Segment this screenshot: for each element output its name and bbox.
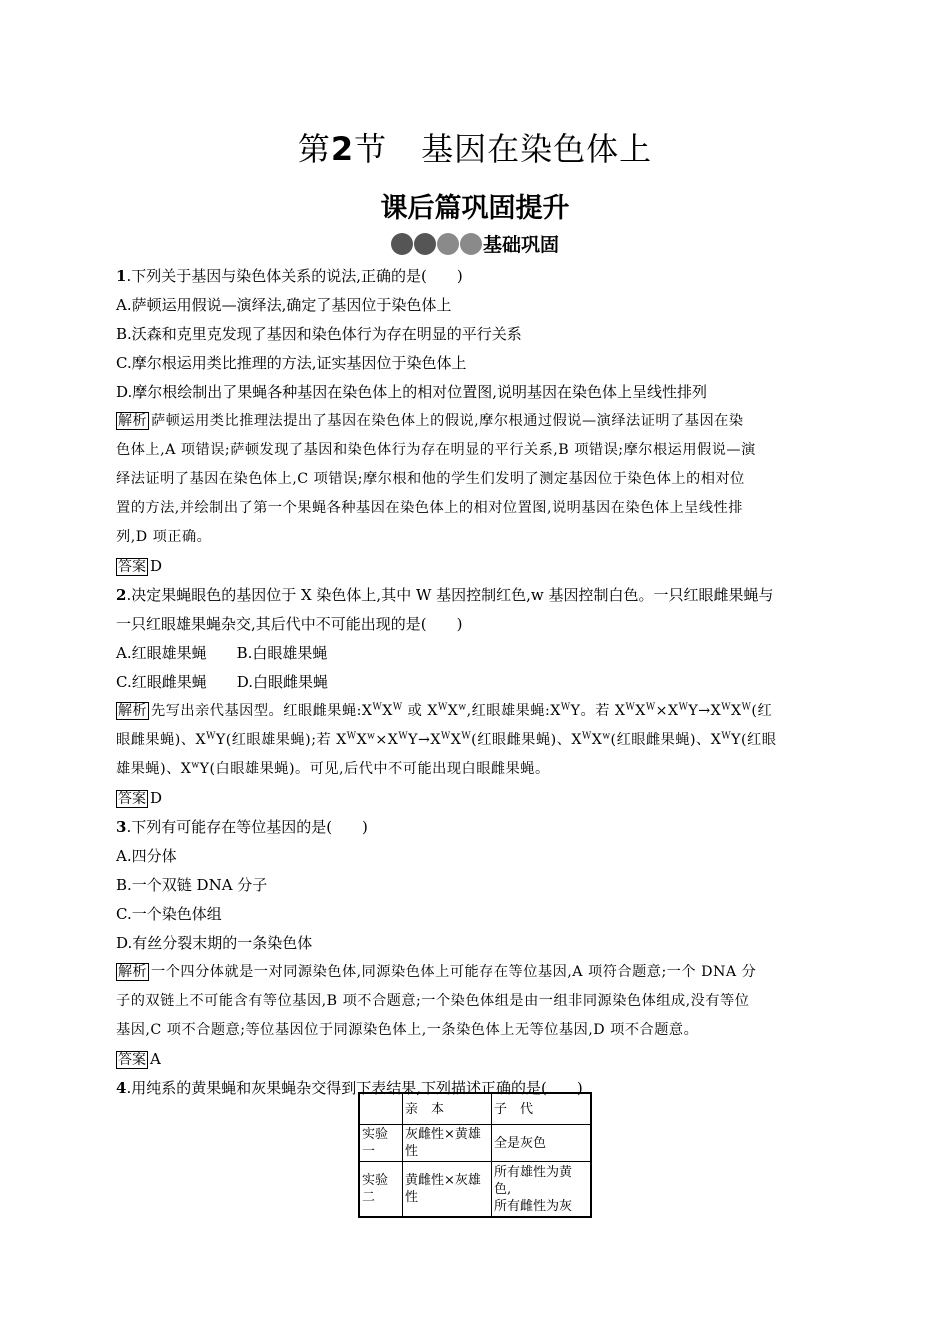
section-heading [0, 230, 950, 257]
table-cell: 灰雌性×黄雄性 [403, 1125, 492, 1162]
table-header-cell [359, 1093, 403, 1125]
text-line: 绎法证明了基因在染色体上,C 项错误;摩尔根和他的学生们发明了测定基因位于染色体上的相对位 [116, 471, 745, 487]
circle-icon [437, 233, 459, 255]
text-line: 答案 A [118, 1050, 161, 1068]
text-line: D.摩尔根绘制出了果蝇各种基因在染色体上的相对位置图,说明基因在染色体上呈线性排列 [116, 383, 708, 401]
text-line: D.有丝分裂末期的一条染色体 [116, 934, 313, 952]
question-number: 2 [116, 586, 127, 604]
question-number: 4 [116, 1079, 127, 1097]
text-line: A.四分体 [116, 847, 177, 865]
circle-icon [414, 233, 436, 255]
table-cell: 所有雄性为黄色, 所有雌性为灰 [492, 1162, 592, 1218]
text-line: 雄果蝇)、$X^wY$(白眼雄果蝇)。可见,后代中不可能出现白眼雌果蝇。 [116, 760, 550, 777]
text-line: 一只红眼雄果蝇杂交,其后代中不可能出现的是( ) [116, 615, 463, 633]
section-label: 基础巩固 [482, 234, 559, 256]
table-header-cell: 亲 本 [403, 1093, 492, 1125]
text-line: C.红眼雌果蝇 D.白眼雌果蝇 [116, 673, 328, 691]
text-line: C.摩尔根运用类比推理的方法,证实基因位于染色体上 [116, 354, 467, 372]
text-line: 眼雌果蝇)、$X^WY$(红眼雄果蝇);若 $X^WX^w\times X^WY\to X^WX^W$(红眼雌果蝇)、$X^WX^w$(红眼雌果蝇)、$X^WY$(红眼 [116, 731, 777, 748]
analysis-tag: 解析 [118, 964, 147, 980]
table-header-row [359, 1093, 591, 1125]
question-number: 1 [116, 267, 127, 285]
table-row [359, 1125, 591, 1162]
analysis-tag: 解析 [118, 413, 147, 429]
text-line: 2.决定果蝇眼色的基因位于 X 染色体上,其中 W 基因控制红色,w 基因控制白色。一只红眼雌果蝇与 [116, 586, 774, 604]
table-header-cell: 子 代 [492, 1093, 592, 1125]
text-line: 1.下列关于基因与染色体关系的说法,正确的是( ) [116, 267, 463, 285]
text-line: A.红眼雄果蝇 B.白眼雄果蝇 [116, 644, 328, 662]
text-line: C.一个染色体组 [116, 905, 222, 923]
answer-tag: 答案 [118, 1052, 146, 1068]
text-line: 列,D 项正确。 [116, 529, 212, 545]
table-cell: 全是灰色 [492, 1125, 592, 1162]
circle-icon [460, 233, 482, 255]
answer-tag: 答案 [118, 791, 146, 807]
question-content [116, 262, 838, 1103]
text-line: A.萨顿运用假说—演绎法,确定了基因位于染色体上 [116, 296, 452, 314]
circle-icon [391, 233, 413, 255]
text-line: B.沃森和克里克发现了基因和染色体行为存在明显的平行关系 [116, 325, 522, 343]
table-cell: 黄雌性×灰雄性 [403, 1162, 492, 1218]
text-line: 4.用纯系的黄果蝇和灰果蝇杂交得到下表结果,下列描述正确的是( ) [116, 1079, 583, 1097]
text-line: 解析 一个四分体就是一对同源染色体,同源染色体上可能存在等位基因,A 项符合题意;一个 DNA 分 [118, 964, 757, 980]
table-row [359, 1162, 591, 1218]
page-title: 第2节 基因在染色体上 [297, 130, 653, 168]
text-line: 子的双链上不可能含有等位基因,B 项不合题意;一个染色体组是由一组非同源染色体组成,没有等位 [116, 993, 750, 1009]
question-number: 3 [116, 818, 127, 836]
text-line: 基因,C 项不合题意;等位基因位于同源染色体上,一条染色体上无等位基因,D 项不合题意。 [116, 1022, 699, 1038]
table-cell: 实验二 [359, 1162, 403, 1218]
text-line: 答案 D [118, 557, 163, 575]
analysis-tag: 解析 [118, 703, 147, 719]
page-subtitle: 课后篇巩固提升 [380, 193, 570, 224]
text-line: 答案 D [118, 789, 163, 807]
text-line: B.一个双链 DNA 分子 [116, 876, 268, 894]
text-line: 3.下列有可能存在等位基因的是( ) [116, 818, 368, 836]
table-cell: 实验一 [359, 1125, 403, 1162]
text-line: 解析 萨顿运用类比推理法提出了基因在染色体上的假说,摩尔根通过假说—演绎法证明了基因在染 [118, 413, 744, 429]
text-line: 置的方法,并绘制出了第一个果蝇各种基因在染色体上的相对位置图,说明基因在染色体上呈线性排 [116, 500, 743, 516]
result-table [358, 1092, 592, 1218]
text-line: 解析 先写出亲代基因型。红眼雌果蝇$:X^WX^W$ 或 $X^WX^w$,红眼雄果蝇$:X^WY$。若 $X^WX^W\times X^WY\to X^WX^W$(红 [118, 702, 773, 719]
answer-tag: 答案 [118, 559, 146, 575]
text-line: 色体上,A 项错误;萨顿发现了基因和染色体行为存在明显的平行关系,B 项错误;摩尔根运用假说—演 [116, 442, 756, 458]
